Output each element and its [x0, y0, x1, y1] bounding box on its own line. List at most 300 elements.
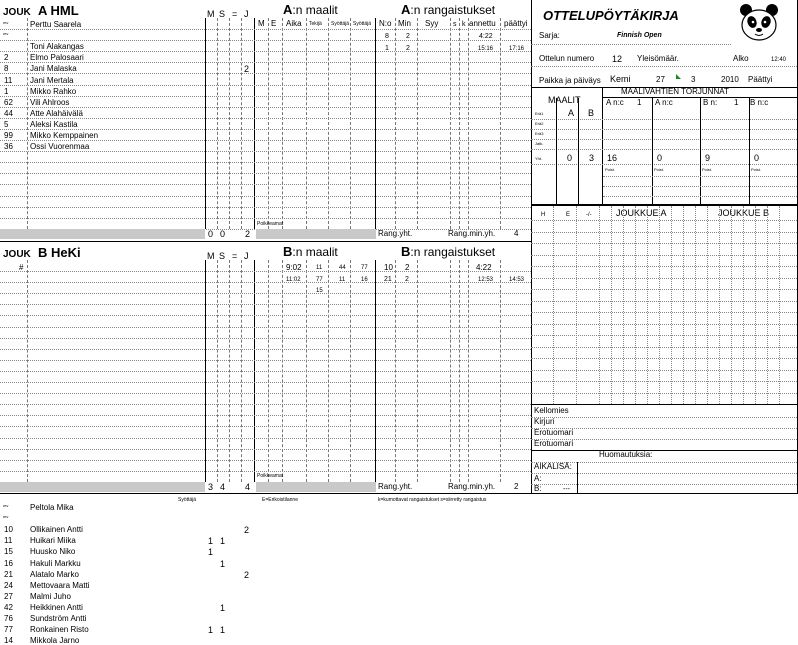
goalie-sub-line [603, 186, 797, 187]
events-col-line [671, 206, 672, 404]
goalie-col-line [556, 98, 557, 204]
team-a-totals-bar-right [256, 229, 376, 239]
grid-hline [0, 338, 531, 339]
events-row-line [531, 289, 797, 290]
grid-hline [0, 96, 531, 97]
player-number: 1 [4, 86, 9, 96]
team-b-poikkeamat: Poikkeamat [257, 473, 284, 479]
player-pos: mv [3, 31, 9, 37]
aikalisa-label: AIKALISÄ: [534, 462, 572, 471]
grid-hline [0, 449, 531, 450]
player-name: Heikkinen Antti [30, 602, 83, 612]
grid-hline [0, 151, 531, 152]
team-b-jouk-label: JOUK [3, 249, 31, 260]
events-col-line [623, 206, 624, 404]
player-penalty-min: 2 [244, 569, 250, 580]
team-a-total-j: 2 [245, 229, 251, 239]
events-row-line [531, 335, 797, 336]
team-b-total-s: 4 [220, 482, 226, 492]
grid-hline [0, 51, 531, 52]
team-a-total-m: 0 [208, 229, 214, 239]
footer-note-3: k=kumottavat rangaistukset s=siirretty rangaistus [378, 497, 487, 503]
date-year: 2010 [721, 75, 739, 84]
player-number: 27 [4, 591, 13, 601]
events-col-line [611, 206, 612, 404]
grid-hline [0, 438, 531, 439]
save-col-b1-label: B n: [703, 98, 718, 107]
team-a-rang-min: 4 [514, 229, 519, 238]
player-penalty-min: 2 [244, 64, 250, 75]
player-penalty-min: 2 [244, 525, 250, 536]
grid-hline [0, 471, 531, 472]
player-goals: 1 [208, 625, 214, 636]
team-a-rang-label: Rang.yht. [378, 229, 413, 238]
goalie-row-line [531, 119, 797, 120]
events-col-line [635, 206, 636, 404]
player-pos: mv [3, 503, 9, 508]
player-name: Hakuli Markku [30, 558, 81, 568]
player-assists: 1 [220, 558, 226, 569]
team-b-pen-prefix: B [401, 244, 411, 259]
goalie-row-label: Erä3 [535, 131, 544, 136]
team-a-col-m: M [207, 9, 215, 19]
team-b-goal-1-s2: 77 [361, 265, 368, 271]
events-row-line [531, 358, 797, 359]
aikalisa-b-label: B: [534, 484, 542, 493]
events-row-line [531, 381, 797, 382]
goalie-row-label: Jatk. [535, 141, 544, 146]
grid-hline [0, 293, 531, 294]
yleiso-label: Yleisömäär. [637, 54, 679, 63]
grid-hline [0, 426, 531, 427]
events-row-line [531, 301, 797, 302]
player-name: Aleksi Kastila [30, 119, 78, 129]
off-line-4 [531, 450, 797, 451]
grid-vline [282, 18, 283, 229]
team-a-name: A HML [38, 3, 79, 18]
grid-hline [0, 304, 531, 305]
joukkue-b-label: JOUKKUE B [718, 208, 770, 218]
save-a2-total: 0 [657, 153, 663, 163]
grid-hline [0, 85, 531, 86]
player-name: Vili Ahlroos [30, 97, 70, 107]
events-col-line [553, 206, 554, 404]
player-name: Mikko Kemppainen [30, 131, 99, 140]
footer [0, 493, 798, 510]
save-col-b1-value: 1 [734, 98, 739, 107]
aikalisa-b-value: --- [563, 486, 570, 493]
team-a-goals-suffix: :n maalit [292, 3, 338, 17]
team-b-pen-1-no: 10 [384, 263, 393, 272]
erotuomari-2-label: Erotuomari [534, 439, 574, 448]
team-b-pen-1-min: 2 [405, 263, 410, 272]
team-a-goalcol-e: E [271, 19, 277, 28]
team-a-pencol-min: Min [398, 19, 411, 28]
team-a-goalcol-aika: Aika [286, 19, 302, 28]
goalie-col-line [749, 98, 750, 204]
grid-vline [468, 18, 469, 229]
kellomies-label: Kellomies [534, 406, 569, 415]
events-col-line [719, 206, 720, 404]
grid-vline [254, 18, 255, 229]
goalie-sub-line [603, 176, 797, 177]
off-line-6 [531, 473, 797, 474]
events-row-line [531, 220, 797, 221]
team-b-pen-2-paattyi: 14:53 [509, 277, 525, 283]
team-a-pencol-k: k [462, 21, 466, 28]
team-b-col-s: S [219, 251, 226, 261]
grid-hline [0, 382, 531, 383]
goalie-small-label: Poist. [654, 167, 665, 172]
flag-icon [676, 74, 681, 79]
save-a1-total: 16 [607, 153, 618, 163]
events-col-line [576, 206, 577, 404]
off-line-7 [531, 484, 797, 485]
grid-vline [450, 18, 451, 229]
grid-vline [500, 18, 501, 229]
player-number: 44 [4, 108, 13, 118]
player-name: Ollikainen Antti [30, 525, 83, 535]
grid-vline [27, 18, 28, 229]
panda-logo [737, 3, 781, 43]
grid-vline [375, 18, 376, 229]
team-a-goalcol-s1: Syöttäjä [331, 21, 350, 27]
grid-hline [0, 29, 531, 30]
grid-vline [328, 18, 329, 229]
ottelun-value: 12 [612, 54, 623, 64]
grid-vline [229, 18, 230, 229]
yht-goal-a: 0 [567, 153, 573, 163]
grid-vline [417, 18, 418, 229]
grid-hline [0, 107, 531, 108]
footer-note-1: Syöttäjä [178, 497, 197, 503]
player-goals: 1 [208, 547, 214, 558]
footer-note-2: E=Erikoistilanne [262, 497, 298, 503]
player-number: 14 [4, 636, 13, 645]
team-a-goals-prefix: A [283, 2, 293, 17]
player-pos: mv [3, 514, 9, 520]
team-b-pen-2-no: 21 [384, 276, 392, 283]
goalie-row-label: Erä1 [535, 111, 544, 116]
events-col-line [683, 206, 684, 404]
sarja-divider [531, 44, 731, 45]
team-b-total-j: 4 [245, 482, 251, 492]
team-a-pen-prefix: A [401, 2, 411, 17]
match-header-panel [531, 0, 798, 493]
goalie-col-line [652, 98, 653, 204]
ottelun-label: Ottelun numero [539, 54, 595, 63]
events-row-line [531, 347, 797, 348]
player-number: 10 [4, 525, 13, 535]
player-name: Malmi Juho [30, 591, 71, 601]
player-assists: 1 [220, 602, 226, 613]
events-row-line [531, 255, 797, 256]
grid-hline [0, 415, 531, 416]
grid-hline [0, 118, 531, 119]
events-col-slash: -/- [586, 212, 592, 218]
goalie-row-line [531, 149, 797, 150]
player-number: 99 [4, 131, 13, 140]
player-number: 16 [4, 558, 13, 568]
player-number: 21 [4, 569, 13, 579]
grid-hline [0, 40, 531, 41]
player-number: 36 [4, 142, 13, 152]
team-a-total-s: 0 [220, 229, 226, 239]
grid-hline [0, 404, 531, 405]
document-title: OTTELUPÖYTÄKIRJA [543, 8, 679, 23]
events-col-line [599, 206, 600, 404]
player-name: Sundström Antti [30, 614, 87, 623]
team-a-col-j: J [244, 9, 249, 19]
off-line-1 [531, 417, 797, 418]
aikalisa-a-label: A: [534, 474, 542, 483]
grid-hline [0, 162, 531, 163]
team-b-pen-suffix: :n rangaistukset [410, 245, 496, 259]
team-a-goalcol-s2: Syöttäjä [353, 21, 372, 27]
player-name: Jani Malaska [30, 64, 77, 74]
team-a-pencol-syy: Syy [425, 19, 439, 28]
grid-vline [217, 18, 218, 229]
goalie-col-line [578, 98, 579, 204]
goalie-small-label: Poist. [702, 167, 713, 172]
events-col-line [707, 206, 708, 404]
kirjuri-label: Kirjuri [534, 417, 555, 426]
team-b-goal-3-tekija: 15 [316, 288, 323, 294]
events-col-line [647, 206, 648, 404]
player-number: 15 [4, 547, 13, 557]
team-b-goal-1-s1: 44 [339, 265, 346, 271]
player-number: 11 [4, 536, 13, 546]
team-a-totals-bar [0, 229, 205, 239]
events-col-e: E [566, 212, 571, 218]
events-col-line [695, 206, 696, 404]
grid-hline [0, 327, 531, 328]
player-name: Alatalo Marko [30, 569, 79, 579]
sarja-value: Finnish Open [617, 32, 662, 39]
team-a-goalcol-tekija: Tekijä [309, 21, 322, 27]
events-row-line [531, 324, 797, 325]
team-a-jouk-label: JOUK [3, 7, 31, 18]
player-name: Jani Mertala [30, 75, 74, 85]
team-a-pencol-s: s [453, 21, 457, 28]
player-number: 8 [4, 64, 9, 74]
grid-hline [0, 140, 531, 141]
torjunnat-label: MAALIVAHTIEN TORJUNNAT [621, 87, 729, 96]
team-b-col-m: M [207, 251, 215, 261]
player-number: 11 [4, 75, 13, 85]
save-b2-total: 0 [754, 153, 760, 163]
player-number: 42 [4, 602, 13, 612]
ottelun-divider [531, 66, 797, 67]
grid-vline [459, 18, 460, 229]
team-b-goal-2-s1: 11 [339, 277, 346, 283]
save-col-a1-label: A n:c [606, 98, 624, 107]
goalie-row-line [531, 129, 797, 130]
grid-hline [0, 184, 531, 185]
events-row-line [531, 370, 797, 371]
events-col-line [755, 206, 756, 404]
goalie-small-label: Poist. [751, 167, 762, 172]
team-b-grid [0, 242, 531, 494]
events-col-h: H [541, 212, 546, 218]
player-name: Mikkola Jarno [30, 636, 80, 645]
team-b-pen-2-annettu: 12:53 [478, 277, 494, 283]
player-number: 5 [4, 119, 9, 129]
events-col-line [743, 206, 744, 404]
player-name: Mettovaara Matti [30, 580, 90, 590]
grid-vline [205, 18, 206, 229]
team-b-goals-suffix: :n maalit [292, 245, 338, 259]
player-name: Atte Alahäivälä [30, 108, 83, 118]
player-name: Peltola Mika [30, 503, 74, 512]
paattyi-label: Päättyi [748, 75, 773, 84]
goalie-row-line [531, 139, 797, 140]
yht-goal-b: 3 [589, 153, 595, 163]
player-name: Mikko Rahko [30, 86, 77, 96]
save-col-a2-label: A n:c [655, 98, 673, 107]
grid-hline [0, 360, 531, 361]
events-row-line [531, 266, 797, 267]
team-b-rang-label: Rang.yht. [378, 482, 413, 491]
events-row-line [531, 393, 797, 394]
grid-hline [0, 173, 531, 174]
team-a-col-eq: = [232, 9, 238, 19]
erotuomari-1-label: Erotuomari [534, 428, 574, 437]
player-name: Huusko Niko [30, 547, 76, 557]
grid-hline [0, 218, 531, 219]
goalie-row-label: Erä2 [535, 121, 544, 126]
team-b-rang-min-label: Rang.min.yh. [448, 482, 496, 491]
team-a-pen-1-no: 8 [385, 33, 389, 40]
events-row-line [531, 243, 797, 244]
goalie-row-label: Yht. [535, 156, 543, 161]
player-assists: 1 [220, 536, 226, 547]
save-b1-total: 9 [705, 153, 711, 163]
team-b-goal-2-aika: 11:02 [286, 277, 301, 283]
team-b-goal-2-tekija: 77 [316, 277, 323, 283]
player-assists: 1 [220, 625, 226, 636]
player-number: 62 [4, 97, 13, 107]
team-a-pen-2-annettu: 15:16 [478, 46, 494, 52]
team-b-col-eq: = [232, 251, 238, 261]
events-col-line [731, 206, 732, 404]
team-b-goals-prefix: B [283, 244, 293, 259]
team-a-pencol-paattyi: päättyi [504, 19, 528, 28]
team-b-goal-1-aika: 9:02 [286, 263, 302, 272]
grid-hline [0, 371, 531, 372]
team-a-pen-2-no: 1 [385, 45, 389, 52]
grid-hline [0, 460, 531, 461]
team-b-pen-1-annettu: 4:22 [476, 263, 492, 272]
player-number: 76 [4, 614, 13, 623]
date-month: 3 [691, 75, 696, 84]
save-col-b2-label: B n:c [750, 98, 769, 107]
team-b-name: B HeKi [38, 245, 81, 260]
alko-label: Alko [733, 54, 749, 63]
team-a-pen-2-paattyi: 17:16 [509, 46, 525, 52]
events-box [531, 206, 797, 404]
team-b-col-j: J [244, 251, 249, 261]
team-a-rang-min-label: Rang.min.yh. [448, 229, 496, 238]
player-name: Elmo Palosaari [30, 53, 84, 63]
sarja-label: Sarja: [539, 31, 560, 40]
huomautuksia-label: Huomautuksia: [599, 450, 653, 459]
grid-vline [350, 18, 351, 229]
grid-vline [395, 18, 396, 229]
grid-hline [0, 207, 531, 208]
paikka-label: Paikka ja päiväys [539, 76, 601, 85]
grid-hline [0, 282, 531, 283]
grid-hline [0, 349, 531, 350]
team-b-hash: # [19, 263, 24, 272]
officials-box [531, 404, 797, 494]
team-a-pencol-no: N:o [379, 19, 392, 28]
team-a-pen-1-annettu: 4:22 [479, 33, 493, 40]
joukkue-a-label: JOUKKUE A [616, 208, 667, 218]
events-col-line [767, 206, 768, 404]
player-name: Perttu Saarela [30, 20, 82, 29]
events-row-line [531, 312, 797, 313]
team-b-goal-2-s2: 16 [361, 277, 368, 283]
player-goals: 1 [208, 536, 214, 547]
player-number: 2 [4, 53, 9, 63]
save-col-a1-value: 1 [637, 98, 642, 107]
team-a-pencol-annettu: annettu [469, 19, 496, 28]
goal-col-b: B [588, 108, 595, 118]
player-name: Huikari Miika [30, 536, 76, 546]
team-a-poikkeamat: Poikkeamat [257, 221, 284, 227]
events-col-line [779, 206, 780, 404]
team-a-grid [0, 0, 531, 241]
goalie-box [531, 87, 797, 206]
grid-hline [0, 315, 531, 316]
player-number: 24 [4, 580, 13, 590]
player-number: 77 [4, 625, 13, 635]
grid-vline [268, 18, 269, 229]
team-b-totals-bar-right [256, 482, 376, 492]
team-a-pen-2-min: 2 [406, 45, 410, 52]
date-day: 27 [656, 75, 665, 84]
team-a-pen-1-min: 2 [406, 33, 410, 40]
goalie-small-label: Poist. [605, 167, 616, 172]
goalie-sub-line [603, 196, 797, 197]
team-b-totals-bar [0, 482, 205, 492]
maalit-label: MAALIT [548, 95, 581, 105]
events-row-line [531, 232, 797, 233]
grid-hline [0, 271, 531, 272]
goalie-col-line [700, 98, 701, 204]
goalie-row-line [531, 164, 797, 165]
team-b-total-m: 3 [208, 482, 214, 492]
team-a-pen-suffix: :n rangaistukset [410, 3, 496, 17]
player-name: Toni Alakangas [30, 42, 84, 52]
grid-vline [306, 18, 307, 229]
team-a-col-s: S [219, 9, 226, 19]
player-name: Ronkainen Risto [30, 625, 89, 635]
player-pos: mv [3, 20, 9, 25]
grid-hline [0, 73, 531, 74]
goal-col-a: A [568, 108, 575, 118]
player-name: Ossi Vuorenmaa [30, 142, 90, 152]
team-b-pen-2-min: 2 [405, 276, 409, 283]
grid-hline [0, 393, 531, 394]
events-col-line [659, 206, 660, 404]
grid-hline [0, 196, 531, 197]
team-a-goalcol-m: M [258, 19, 265, 28]
events-row-line [531, 278, 797, 279]
alko-value: 12:40 [771, 57, 787, 63]
team-b-goal-1-tekija: 11 [316, 265, 323, 271]
